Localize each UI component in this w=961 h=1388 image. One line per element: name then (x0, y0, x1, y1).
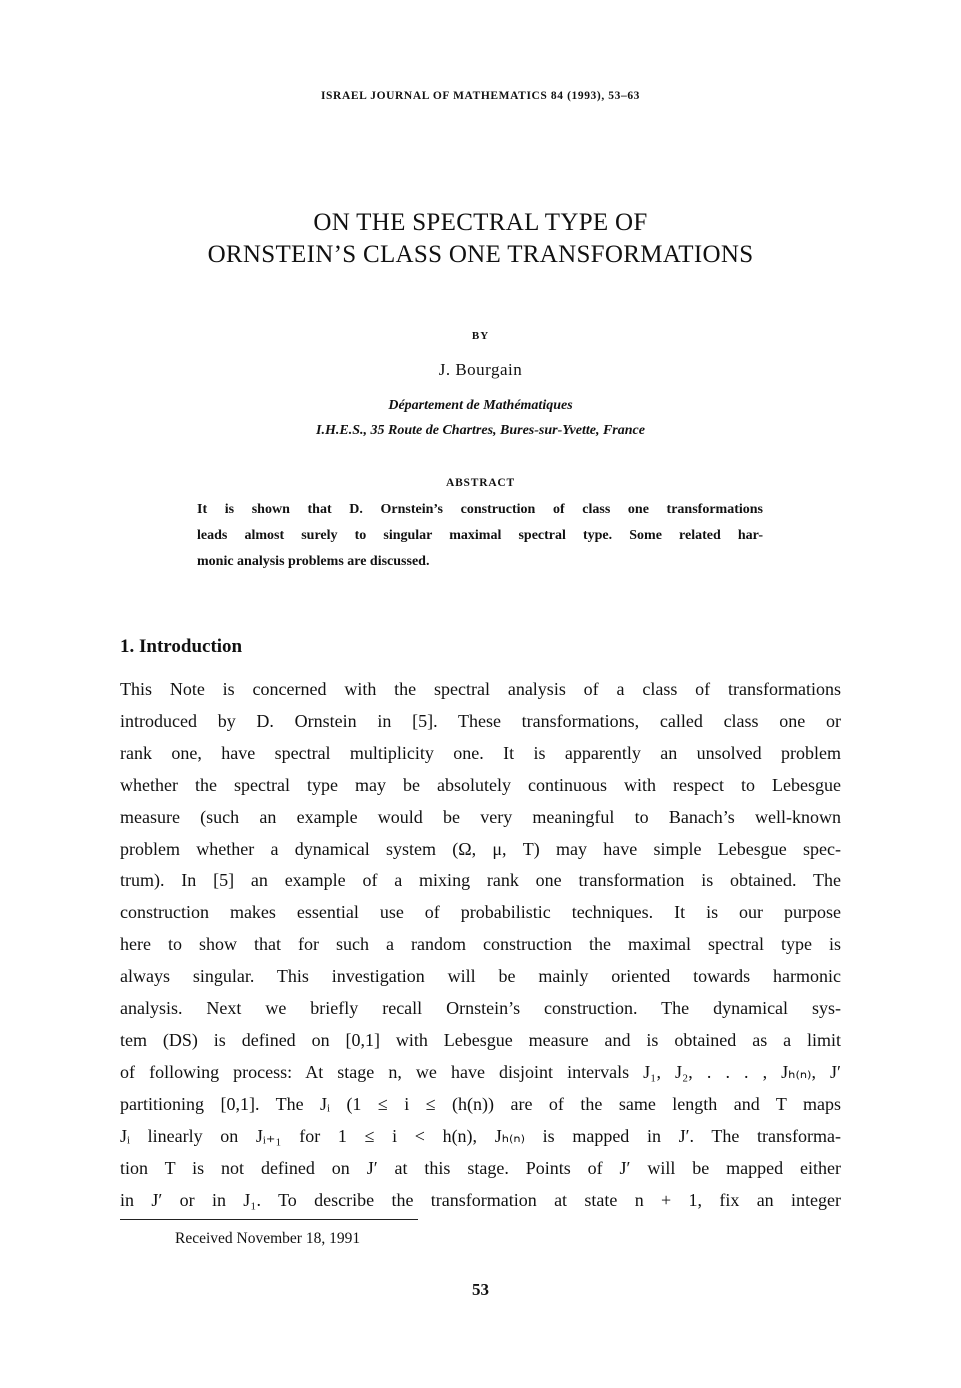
footnote-rule (120, 1219, 418, 1220)
abstract-heading: ABSTRACT (445, 477, 516, 489)
affiliation-department: Département de Mathématiques (388, 398, 573, 413)
body-line: in J′ or in J₁. To describe the transformation at state n + 1, fix an integer (120, 1189, 841, 1210)
title-line-1: ON THE SPECTRAL TYPE OF (313, 209, 648, 236)
page-number: 53 (472, 1280, 489, 1299)
body-line: of following process: At stage n, we have disjoint intervals J₁, J₂, . . . , Jₕ₍ₙ₎, J′ (120, 1061, 841, 1082)
title-line-2: ORNSTEIN’S CLASS ONE TRANSFORMATIONS (207, 241, 754, 268)
body-line: This Note is concerned with the spectral analysis of a class of transformations (120, 679, 841, 699)
received-footnote: Received November 18, 1991 (175, 1230, 361, 1247)
byline: BY (471, 330, 490, 342)
body-line: partitioning [0,1]. The Jᵢ (1 ≤ i ≤ (h(n)) are of the same length and T maps (120, 1093, 841, 1114)
body-line: construction makes essential use of probabilistic techniques. It is our purpose (120, 902, 841, 923)
body-line: rank one, have spectral multiplicity one. It is apparently an unsolved problem (120, 742, 841, 763)
body-line: problem whether a dynamical system (Ω, μ, T) may have simple Lebesgue spec- (120, 838, 841, 859)
abstract-line: monic analysis problems are discussed. (197, 554, 430, 569)
body-line: Jᵢ linearly on Jᵢ₊₁ for 1 ≤ i < h(n), Jₕ₍ₙ₎ is mapped in J′. The transforma- (120, 1125, 841, 1146)
affiliation-address: I.H.E.S., 35 Route de Chartres, Bures-sur-Yvette, France (316, 423, 645, 438)
author-name: J. Bourgain (438, 360, 523, 379)
body-line: introduced by D. Ornstein in [5]. These transformations, called class one or (120, 710, 841, 731)
body-line: analysis. Next we briefly recall Ornstein’s construction. The dynamical sys- (120, 998, 841, 1019)
running-head: ISRAEL JOURNAL OF MATHEMATICS 84 (1993), 53–63 (320, 90, 641, 102)
abstract-line: leads almost surely to singular maximal spectral type. Some related har- (197, 528, 763, 543)
body-line: measure (such an example would be very meaningful to Banach’s well-known (120, 806, 841, 827)
body-line: always singular. This investigation will be mainly oriented towards harmonic (120, 966, 841, 987)
paper-title (0, 207, 961, 271)
section-body (120, 674, 841, 1216)
body-line: whether the spectral type may be absolutely continuous with respect to Lebesgue (120, 774, 841, 795)
body-line: here to show that for such a random construction the maximal spectral type is (120, 934, 841, 955)
abstract-line: It is shown that D. Ornstein’s construction of class one transformations (197, 502, 763, 517)
body-line: tem (DS) is defined on [0,1] with Lebesgue measure and is obtained as a limit (120, 1029, 841, 1050)
body-line: trum). In [5] an example of a mixing rank one transformation is obtained. The (120, 870, 841, 891)
body-line: tion T is not defined on J′ at this stage. Points of J′ will be mapped either (120, 1157, 841, 1178)
section-heading: 1. Introduction (120, 636, 243, 657)
abstract-text (197, 497, 763, 575)
